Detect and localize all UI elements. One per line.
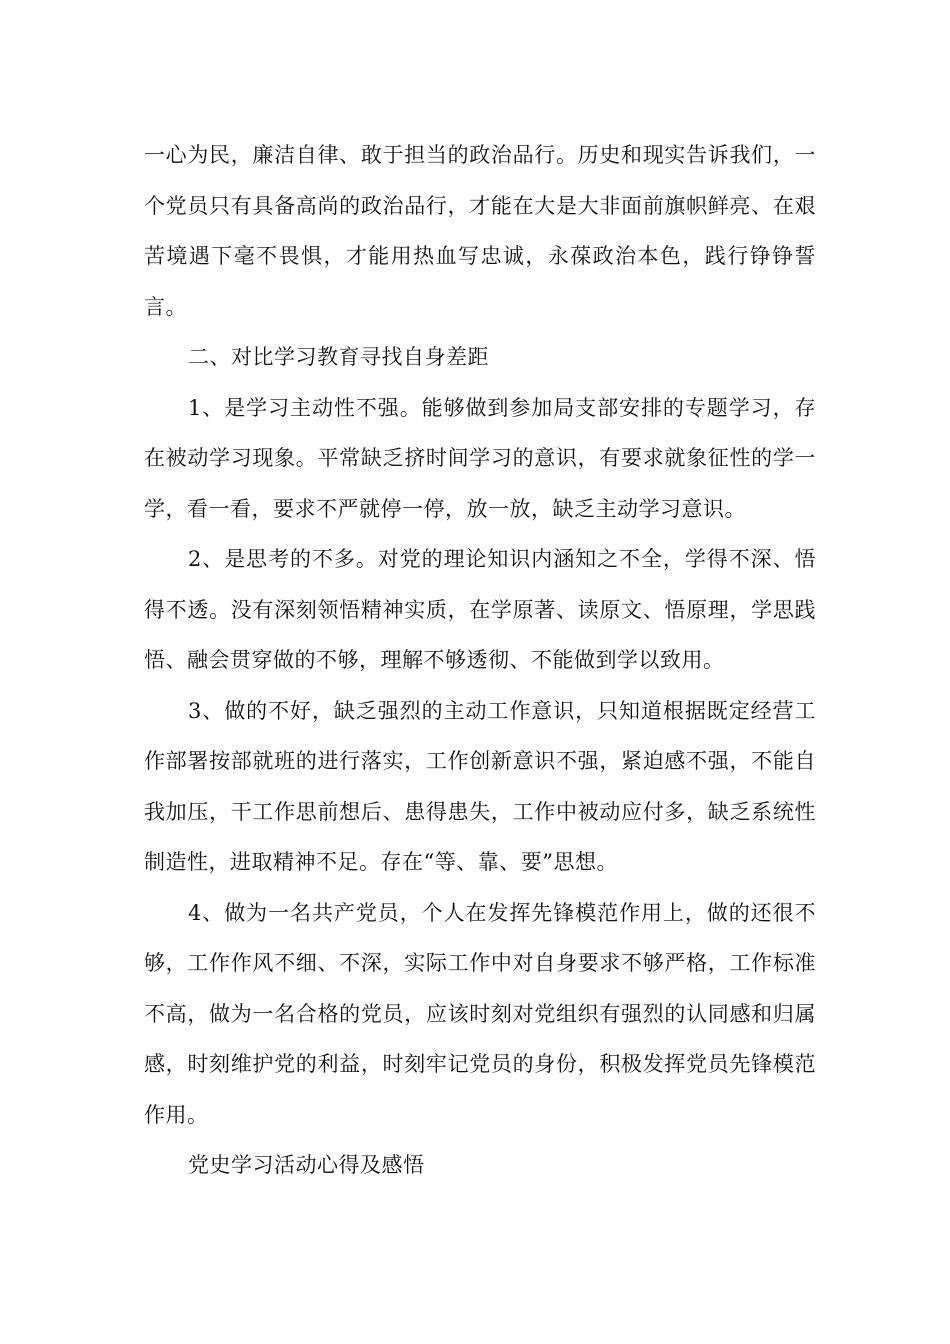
paragraph-item-2: 2、是思考的不多。对党的理论知识内涵知之不全，学得不深、悟得不透。没有深刻领悟精神实质，在学原著、读原文、悟原理，学思践悟、融会贯穿做的不够，理解不够透彻、不能做到学以致用。 <box>144 547 816 672</box>
paragraph-item-4: 4、做为一名共产党员，个人在发挥先锋模范作用上，做的还很不够，工作作风不细、不深，实际工作中对自身要求不够严格，工作标准不高，做为一名合格的党员，应该时刻对党组织有强烈的认同感和归属感，时刻维护党的利益，时刻牢记党员的身份，积极发挥党员先锋模范作用。 <box>144 900 816 1127</box>
document-body <box>144 130 816 1191</box>
paragraph-item-1: 1、是学习主动性不强。能够做到参加局支部安排的专题学习，存在被动学习现象。平常缺乏挤时间学习的意识，有要求就象征性的学一学，看一看，要求不严就停一停，放一放，缺乏主动学习意识。 <box>144 395 816 521</box>
paragraph-item-3: 3、做的不好，缺乏强烈的主动工作意识，只知道根据既定经营工作部署按部就班的进行落实，工作创新意识不强，紧迫感不强，不能自我加压，干工作思前想后、患得患失，工作中被动应付多，缺乏系统性制造性，进取精神不足。存在“等、靠、要”思想。 <box>144 698 816 874</box>
section-heading: 二、对比学习教育寻找自身差距 <box>188 345 489 369</box>
document-title: 党史学习活动心得及感悟 <box>188 1153 425 1177</box>
paragraph-continuation: 一心为民，廉洁自律、敢于担当的政治品行。历史和现实告诉我们，一个党员只有具备高尚的政治品行，才能在大是大非面前旗帜鲜亮、在艰苦境遇下毫不畏惧，才能用热血写忠诚，永葆政治本色，践行铮铮誓言。 <box>144 143 816 319</box>
